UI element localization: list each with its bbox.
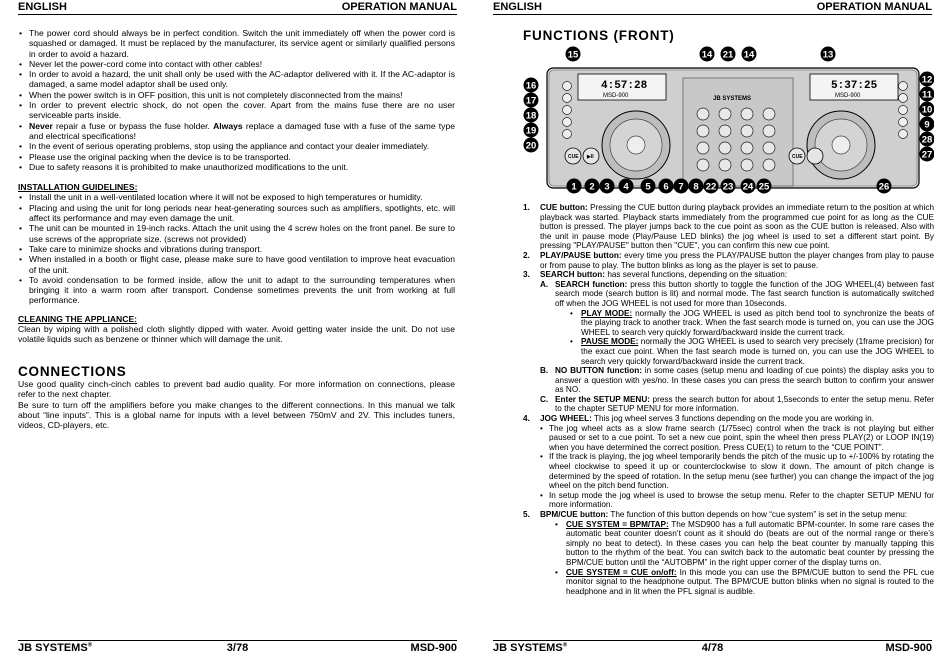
list-item <box>570 309 934 338</box>
sub-text: press this button shortly to toggle the function of the JOG WHEEL(4) between fast search mode (search button is lit) and normal mode. The fast search function is automatically switched off when the JOG WHEEL is not used for more than 10seconds. <box>555 279 934 308</box>
always-word: Always <box>213 120 243 131</box>
callout-number: 14 <box>701 49 713 61</box>
mixer-knob <box>763 125 775 137</box>
search-sub-c <box>540 395 934 414</box>
item-number: 5. <box>523 510 530 519</box>
item-number: 4. <box>523 414 530 424</box>
list-item: • In setup mode the jog wheel is used to browse the setup menu. Refer to the chapter SETUP MENU for more information. <box>540 491 934 510</box>
search-sub-b <box>540 366 934 395</box>
deck-button <box>899 82 908 91</box>
list-item <box>523 203 934 251</box>
callout-number: 9 <box>924 119 930 131</box>
left-play-label: ▶II <box>587 154 594 160</box>
deck-button <box>899 94 908 103</box>
mixer-knob <box>697 142 709 154</box>
mode-label: PLAY MODE: <box>581 308 633 318</box>
callout-number: 7 <box>678 181 684 193</box>
brand-text: JB SYSTEMS <box>493 642 563 654</box>
list-item <box>523 414 934 510</box>
header-title: OPERATION MANUAL <box>816 1 932 13</box>
right-cue-label: CUE <box>792 154 803 160</box>
list-item: • Please use the original packing when the device is to be transported. <box>18 152 455 162</box>
installation-list <box>18 192 455 305</box>
always-text: replace a damaged fuse with a fuse of the same type and electrical specifications! <box>29 120 455 141</box>
sub-label: NO BUTTON function: <box>555 366 642 376</box>
left-jog-center <box>627 136 645 154</box>
never-word: Never <box>29 120 53 131</box>
footer-brand <box>493 642 567 654</box>
registered-mark: ® <box>562 642 568 649</box>
sub-label: Enter the SETUP MENU: <box>555 394 650 404</box>
jog-bullets <box>540 424 934 510</box>
sub-letter: C. <box>540 394 549 404</box>
callout-number: 6 <box>663 181 669 193</box>
mixer-knob <box>741 125 753 137</box>
connections-p2: Be sure to turn off the amplifiers before you make changes to the different connections. In this manual we talk about “line inputs”. This is a global name for inputs with a level between 750mV and 2V. This includes tuners, videos, CD-players, etc. <box>18 399 455 431</box>
page-header <box>493 1 932 15</box>
footer-model: MSD-900 <box>885 642 932 654</box>
mode-text: normally the JOG WHEEL is used to search very precisely (1frame precision) for the exact cue point. When the fast search mode is turned on, you can use the JOG WHEEL to search very quickly forward/backward inside the current track. <box>581 337 934 366</box>
callout-number: 14 <box>743 49 755 61</box>
installation-heading: INSTALLATION GUIDELINES: <box>18 182 138 193</box>
list-item: • Take care to minimize shocks and vibrations during transport. <box>18 244 455 254</box>
mixer-brand: JB SYSTEMS <box>713 96 752 102</box>
callout-number: 2 <box>589 181 595 193</box>
deck-button <box>563 130 572 139</box>
mixer-knob <box>719 125 731 137</box>
item-text: This jog wheel serves 3 functions depending on the mode you are working in. <box>591 414 874 424</box>
mixer-knob <box>741 159 753 171</box>
mixer-knob <box>697 125 709 137</box>
list-item: • The jog wheel acts as a slow frame search (1/75sec) control when the track is not playing but either paused or set to a cue point. To set a new cue point, spin the wheel then press PLAY(2) or LOOP IN(19) when you have determined the correct position. Press CUE(1) to return to the “CUE POINT”. <box>540 424 934 453</box>
page-footer <box>18 640 457 653</box>
callout-number: 15 <box>567 49 579 61</box>
footer-page-number: 4/78 <box>701 642 724 654</box>
left-cue-label: CUE <box>568 154 579 160</box>
brand-text: JB SYSTEMS <box>18 642 88 654</box>
list-item: • Due to safety reasons it is prohibited to make unauthorized modifications to the unit. <box>18 162 455 172</box>
mixer-knob <box>719 159 731 171</box>
list-item: • Never let the power-cord come into contact with other cables! <box>18 59 455 69</box>
item-label: CUE button: <box>540 203 588 212</box>
list-item <box>18 121 455 142</box>
mode-label: PAUSE MODE: <box>581 337 639 347</box>
callout-number: 20 <box>525 140 537 152</box>
header-language: ENGLISH <box>18 1 67 13</box>
callout-number: 8 <box>693 181 699 193</box>
callout-number: 17 <box>525 95 537 107</box>
callout-number: 19 <box>525 125 537 137</box>
callout-number: 12 <box>921 74 933 86</box>
callout-number: 23 <box>722 181 734 193</box>
functions-list <box>523 203 934 280</box>
item-label: JOG WHEEL: <box>540 414 592 424</box>
mode-text: normally the JOG WHEEL is used as pitch bend tool to synchronize the beats of the playing track to another track. When the fast search mode is turned on, you can use the JOG WHEEL to search very quickly forward/backward inside the current track. <box>581 308 934 337</box>
list-item <box>570 337 934 366</box>
item-label: BPM/CUE button: <box>540 510 609 519</box>
mixer-knob <box>763 108 775 120</box>
deck-button <box>899 106 908 115</box>
page-header <box>18 1 457 15</box>
connections-p1: Use good quality cinch-cinch cables to prevent bad audio quality. For more information on connections, please refer to the next chapter. <box>18 378 455 400</box>
footer-page-number: 3/78 <box>226 642 249 654</box>
list-item: • In order to prevent electric shock, do not open the cover. Apart from the mains fuse there are no user serviceable parts inside. <box>18 100 455 121</box>
item-number: 3. <box>523 270 530 280</box>
right-play-button <box>807 148 823 164</box>
cleaning-text: Clean by wiping with a polished cloth slightly dipped with water. Avoid getting water inside the unit. Do not use volatile liquids such as benzene or thinner which will damage the unit. <box>18 324 455 345</box>
search-mode-list <box>570 309 934 367</box>
callout-number: 13 <box>822 49 834 61</box>
cleaning-heading: CLEANING THE APPLIANCE: <box>18 313 138 324</box>
list-item <box>555 568 934 597</box>
callout-number: 25 <box>758 181 770 193</box>
jog-item <box>523 414 934 520</box>
functions-heading: FUNCTIONS (FRONT) <box>523 28 675 43</box>
item-text: Pressing the CUE button during playback provides an immediate return to the position at which playback was started. Playback starts immediately from the programmed cue point for as long as the CUE button is pressed. The player jumps back to the cue point as soon as the CUE button is released. Also with the unit in pause mode (Play/Pause LED blinks) the jog wheel is used to set a different start point. By pressing "PLAY/PAUSE" button then "CUE", you can confirm this new cue point. <box>540 203 935 251</box>
list-item: • To avoid condensation to be formed inside, allow the unit to adapt to the surrounding temperatures when bringing it into a warm room after transport. Condense sometimes prevents the unit from working at full performance. <box>18 275 455 306</box>
list-item: • In the event of serious operating problems, stop using the appliance and contact your dealer immediately. <box>18 141 455 151</box>
deck-button <box>563 118 572 127</box>
mixer-knob <box>719 142 731 154</box>
mode-text: In this mode you can use the BPM/CUE button to send the PFL cue monitor signal to the headphone output. The BPM/CUE button blinks when no signal is routed to the headphone and in lit when the PFL signal is audible. <box>566 567 935 596</box>
mixer-knob <box>697 159 709 171</box>
list-item <box>523 270 934 280</box>
deck-button <box>563 106 572 115</box>
mixer-knob <box>697 108 709 120</box>
callout-number: 11 <box>921 89 933 101</box>
header-language: ENGLISH <box>493 1 542 13</box>
list-item: • When the power switch is in OFF position, this unit is not completely disconnected from the mains! <box>18 90 455 100</box>
mixer-knob <box>763 159 775 171</box>
callout-number: 28 <box>921 134 933 146</box>
mixer-knob <box>763 142 775 154</box>
callout-number: 27 <box>921 149 933 161</box>
item-text: every time you press the PLAY/PAUSE button the player changes from play to pause or from pause to play. The button blinks as long as the player is set to pause. <box>540 250 935 270</box>
safety-list <box>18 28 455 172</box>
footer-model: MSD-900 <box>410 642 457 654</box>
deck-button <box>899 118 908 127</box>
right-display-model: MSD-900 <box>835 93 861 99</box>
sub-letter: A. <box>540 279 549 289</box>
callout-number: 18 <box>525 110 537 122</box>
item-text: The function of this button depends on how “cue system” is set in the setup menu: <box>608 510 908 519</box>
list-item <box>523 251 934 270</box>
mixer-knob <box>741 108 753 120</box>
callout-number: 1 <box>571 181 577 193</box>
callout-number: 16 <box>525 80 537 92</box>
mode-text: The MSD900 has a full automatic BPM-counter. In some rare cases the automatic beat counter doesn’t count as it should do (beats are out of the normal range or there’s simply no beat to detect). In these cases you can help the beat counter by manually tapping this button to the rhythm of the beat. You can switch back to the automatic beat counter by pressing the BPM/CUE button until the “AUTOBPM” in the right upper corner of the display turns on. <box>566 519 934 567</box>
left-display-model: MSD-900 <box>603 93 629 99</box>
page-footer <box>493 640 932 653</box>
sub-label: SEARCH function: <box>555 279 628 289</box>
right-body <box>523 203 934 596</box>
left-display-time: 4:57:28 <box>601 80 648 92</box>
list-item: • The unit can be mounted in 19-inch racks. Attach the unit using the 4 screw holes on the front panel. Be sure to use screws of the appropriate size. (screws not provided) <box>18 223 455 244</box>
right-display-time: 5:37:25 <box>831 80 878 92</box>
item-number: 1. <box>523 203 530 212</box>
callout-number: 26 <box>878 181 890 193</box>
list-item: • Install the unit in a well-ventilated location where it will not be exposed to high temperatures or humidity. <box>18 192 455 202</box>
list-item <box>523 510 934 520</box>
callout-number: 22 <box>705 181 717 193</box>
list-item: • In order to avoid a hazard, the unit shall only be used with the AC-adaptor delivered with it. If the AC-adaptor is damaged, a same model adaptor shall be used only. <box>18 69 455 90</box>
device-front-panel-figure <box>523 44 934 196</box>
never-text: repair a fuse or bypass the fuse holder. <box>52 120 214 131</box>
deck-button <box>899 130 908 139</box>
item-label: PLAY/PAUSE button: <box>540 250 622 260</box>
item-text: has several functions, depending on the situation: <box>605 270 788 280</box>
registered-mark: ® <box>87 642 93 649</box>
deck-button <box>563 94 572 103</box>
bpm-bullets <box>555 520 934 597</box>
callout-number: 5 <box>645 181 651 193</box>
item-number: 2. <box>523 250 530 260</box>
callout-number: 24 <box>742 181 754 193</box>
mixer-knob <box>719 108 731 120</box>
list-item: • The power cord should always be in perfect condition. Switch the unit immediately off when the power cord is squashed or damaged. It must be replaced by the manufacturer, its service agent or similarly qualified persons in order to avoid a hazard. <box>18 28 455 59</box>
list-item: • Placing and using the unit for long periods near heat-generating sources such as amplifiers, spotlights, etc. will affect its performance and may even damage the unit. <box>18 203 455 224</box>
deck-button <box>563 82 572 91</box>
mode-label: CUE SYSTEM = BPM/TAP: <box>566 519 669 529</box>
left-body <box>18 28 455 430</box>
sub-letter: B. <box>540 366 549 376</box>
mixer-knob <box>741 142 753 154</box>
callout-number: 10 <box>921 104 933 116</box>
list-item <box>555 520 934 568</box>
sub-text: press the search button for about 1,5seconds to enter the setup menu. Refer to the chapter SETUP MENU for more information. <box>555 394 934 414</box>
right-jog-center <box>832 136 850 154</box>
list-item: • If the track is playing, the jog wheel temporarily bends the pitch of the music up to +/-100% by rotating the wheel clockwise to speed it up or counterclockwise to slow it down. The amount of pitch change is determined by the speed of rotation. In the setup menu (see further) you can change the impact of the jog wheel on the pitch bend function. <box>540 452 934 490</box>
header-title: OPERATION MANUAL <box>341 1 457 13</box>
sub-text: in some cases (setup menu and loading of cue points) the display asks you to answer a question with yes/no. In these cases you can press the search button to confirm your answer as NO. <box>555 366 934 395</box>
callout-number: 4 <box>623 181 629 193</box>
footer-brand <box>18 642 92 654</box>
connections-heading: CONNECTIONS <box>18 363 127 379</box>
item-label: SEARCH button: <box>540 270 606 280</box>
callout-number: 3 <box>604 181 610 193</box>
callout-number: 21 <box>722 49 734 61</box>
search-sub-a <box>540 280 934 366</box>
mode-label: CUE SYSTEM = CUE on/off: <box>566 567 677 577</box>
list-item: • When installed in a booth or flight case, please make sure to have good ventilation to improve heat evacuation of the unit. <box>18 254 455 275</box>
